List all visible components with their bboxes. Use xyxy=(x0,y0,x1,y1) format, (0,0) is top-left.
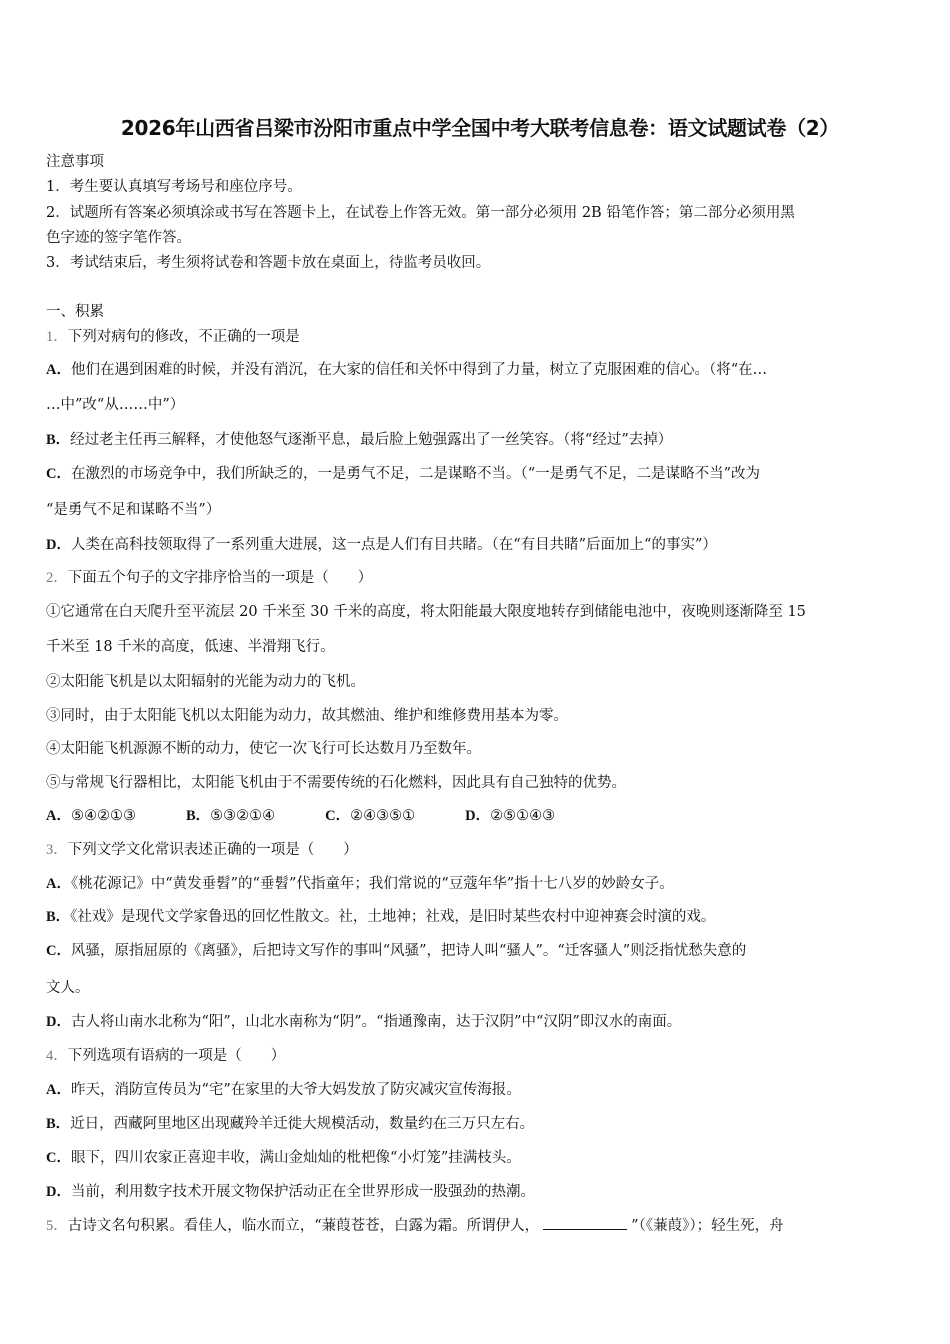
q2-option-c: C．②④③⑤① xyxy=(325,808,416,824)
question-2: 2．下面五个句子的文字排序恰当的一项是（ ） xyxy=(46,570,373,586)
q1-option-b: B．经过老主任再三解释，才使他怒气逐渐平息，最后脸上勉强露出了一丝笑容。（将“经过”去掉） xyxy=(46,432,673,448)
question-3: 3．下列文学文化常识表述正确的一项是（ ） xyxy=(46,842,358,858)
section-heading: 一、积累 xyxy=(46,304,104,320)
question-1 xyxy=(46,327,300,347)
q1-option-a: A．他们在遇到困难的时候，并没有消沉，在大家的信任和关怀中得到了力量，树立了克服困难的信心。（将“在… xyxy=(46,362,768,378)
q2-option-a: A．⑤④②①③ xyxy=(46,808,136,824)
q4-option-c: C．眼下，四川农家正喜迎丰收，满山金灿灿的枇杷像“小灯笼”挂满枝头。 xyxy=(46,1150,521,1166)
notice-heading: 注意事项 xyxy=(46,154,104,170)
q3-option-c: C．风骚，原指屈原的《离骚》，后把诗文写作的事叫“风骚”，把诗人叫“骚人”。“迁客骚人”则泛指忧愁失意的 xyxy=(46,943,747,959)
question-number: 1． xyxy=(46,329,68,345)
q1-option-c: C．在激烈的市场竞争中，我们所缺乏的，一是勇气不足，二是谋略不当。（“一是勇气不足，二是谋略不当”改为 xyxy=(46,466,761,482)
q2-options xyxy=(46,806,605,826)
q1-option-c-cont: “是勇气不足和谋略不当”） xyxy=(46,502,221,518)
q2-sentence-1: ①它通常在白天爬升至平流层 20 千米至 30 千米的高度，将太阳能最大限度地转存到储能电池中，夜晚则逐渐降至 15 xyxy=(46,604,806,620)
notice-item-2: 2．试题所有答案必须填涂或书写在答题卡上，在试卷上作答无效。第一部分必须用 2B 铅笔作答；第二部分必须用黑 xyxy=(46,205,795,221)
q3-option-a: A．《桃花源记》中“黄发垂髫”的“垂髫”代指童年；我们常说的“豆蔻年华”指十七八岁的妙龄女子。 xyxy=(46,876,674,892)
answer-blank[interactable] xyxy=(543,1215,627,1230)
question-5: 5．古诗文名句积累。看佳人，临水而立，“蒹葭苍苍，白露为霜。所谓伊人， ”（《蒹葭》）；轻生死，舟 xyxy=(46,1215,784,1236)
question-stem: 下列对病句的修改，不正确的一项是 xyxy=(67,329,300,345)
notice-item-1: 1．考生要认真填写考场号和座位序号。 xyxy=(46,179,302,195)
q4-option-d: D．当前，利用数字技术开展文物保护活动正在全世界形成一股强劲的热潮。 xyxy=(46,1184,535,1200)
question-4: 4．下列选项有语病的一项是（ ） xyxy=(46,1048,286,1064)
q2-sentence-5: ⑤与常规飞行器相比，太阳能飞机由于不需要传统的石化燃料，因此具有自己独特的优势。 xyxy=(46,775,626,791)
q1-option-a-cont: …中”改“从……中”） xyxy=(46,397,185,413)
q2-sentence-3: ③同时，由于太阳能飞机以太阳能为动力，故其燃油、维护和维修费用基本为零。 xyxy=(46,708,568,724)
q2-sentence-4: ④太阳能飞机源源不断的动力，使它一次飞行可长达数月乃至数年。 xyxy=(46,741,481,757)
q1-option-d: D．人类在高科技领取得了一系列重大进展，这一点是人们有目共睹。（在“有目共睹”后面加上“的事实”） xyxy=(46,537,717,553)
q4-option-b: B．近日，西藏阿里地区出现藏羚羊迁徙大规模活动，数量约在三万只左右。 xyxy=(46,1116,535,1132)
q2-sentence-2: ②太阳能飞机是以太阳辐射的光能为动力的飞机。 xyxy=(46,674,365,690)
q4-option-a: A．昨天，消防宣传员为“宅”在家里的大爷大妈发放了防灾减灾宣传海报。 xyxy=(46,1082,521,1098)
q2-option-d: D．②⑤①④③ xyxy=(465,808,556,824)
q3-option-b: B．《社戏》是现代文学家鲁迅的回忆性散文。社，土地神；社戏，是旧时某些农村中迎神赛会时演的戏。 xyxy=(46,909,716,925)
q3-option-d: D．古人将山南水北称为“阳”，山北水南称为“阴”。“指通豫南，达于汉阴”中“汉阴”即汉水的南面。 xyxy=(46,1014,682,1030)
q3-option-c-cont: 文人。 xyxy=(46,980,90,996)
notice-item-3: 3．考试结束后，考生须将试卷和答题卡放在桌面上，待监考员收回。 xyxy=(46,255,491,271)
notice-item-2-cont: 色字迹的签字笔作答。 xyxy=(46,230,191,246)
page-title: 2026年山西省吕梁市汾阳市重点中学全国中考大联考信息卷：语文试题试卷（2） xyxy=(120,116,840,140)
q2-option-b: B．⑤③②①④ xyxy=(185,808,276,824)
q2-sentence-1-cont: 千米至 18 千米的高度，低速、半滑翔飞行。 xyxy=(46,639,335,655)
